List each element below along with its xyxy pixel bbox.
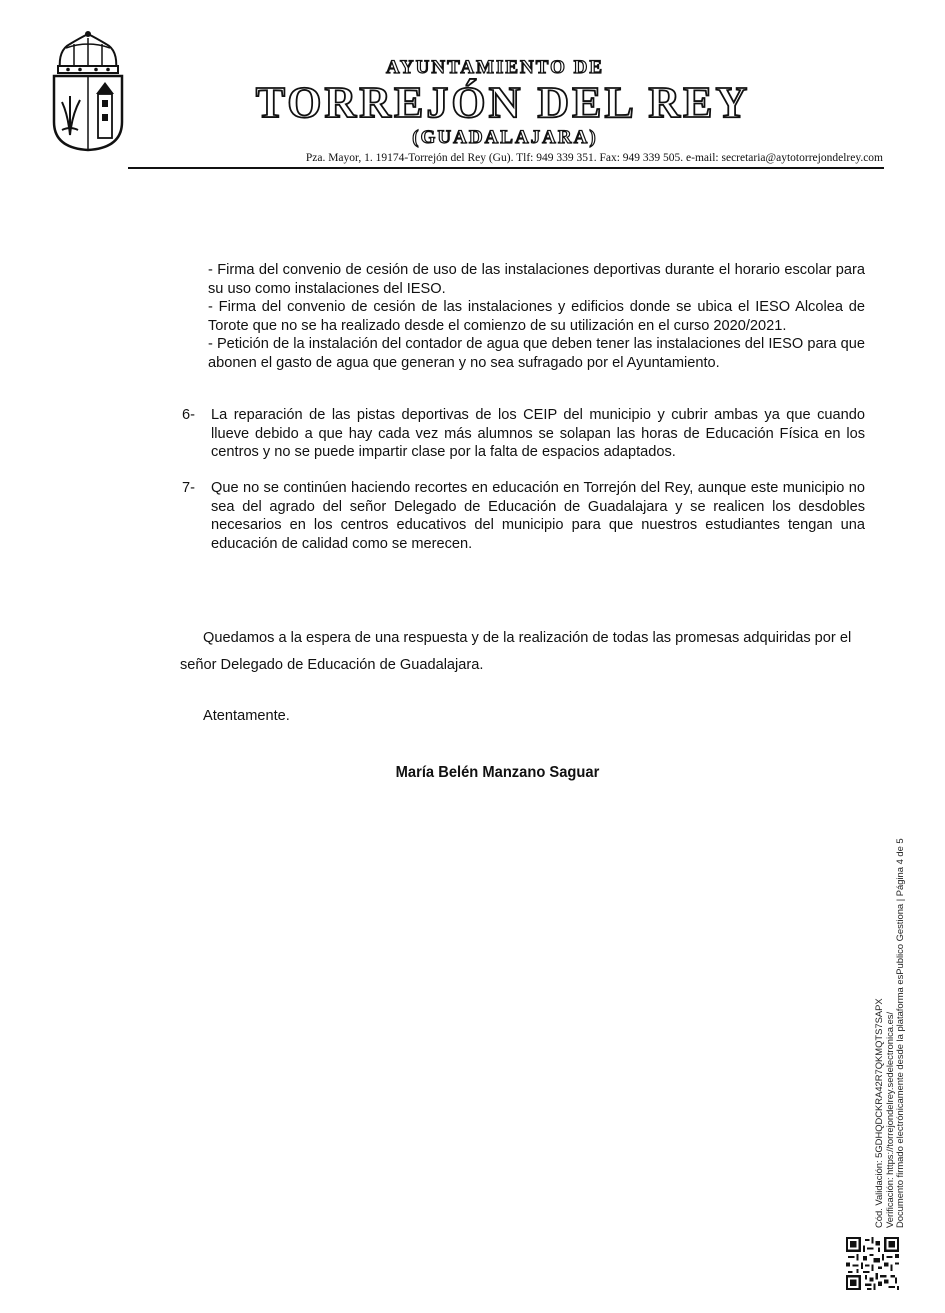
verification-code: Cód. Validación: 5GDHQDCKRA42R7QKMQTS7SAPX bbox=[873, 998, 884, 1228]
header-address: Pza. Mayor, 1. 19174-Torrejón del Rey (Gu). Tlf: 949 339 351. Fax: 949 339 505. e-mail: secretaria@aytotorrejondelrey.com bbox=[305, 152, 883, 164]
regards: Atentamente. bbox=[203, 708, 290, 724]
intro-items bbox=[208, 261, 865, 372]
qr-code-icon bbox=[846, 1237, 899, 1290]
verification-url: Verificación: https://torrejondelrey.sedelectronica.es/ bbox=[883, 1011, 895, 1228]
item-6-text: La reparación de las pistas deportivas de los CEIP del municipio y cubrir ambas ya que cuando llueve debido a que hay cada vez más alumnos se solapan las horas de Educación Física en los centros y no se puede impartir clase por la falta de espacios adaptados. bbox=[211, 407, 865, 460]
closing-paragraph: Quedamos a la espera de una respuesta y de la realización de todas las promesas adquiridas por el señor Delegado de Educación de Guadalajara. bbox=[180, 630, 852, 673]
coat-of-arms-icon bbox=[50, 30, 126, 152]
intro-item: - Firma del convenio de cesión de las instalaciones y edificios donde se ubica el IESO Alcolea de Torote que no se ha realizado desde el comienzo de su utilización en el curso 2020/2021. bbox=[208, 299, 865, 334]
verification-signature-note: Documento firmado electrónicamente desde la plataforma esPublico Gestiona | Página 4 de 5 bbox=[894, 838, 905, 1228]
header-title-province: (GUADALAJARA) bbox=[412, 127, 598, 148]
header-title-municipality: TORREJÓN DEL REY bbox=[255, 78, 751, 127]
intro-item: - Petición de la instalación del contador de agua que deben tener las instalaciones del IESO para que abonen el gasto de agua que generan y no sea sufragado por el Ayuntamiento. bbox=[208, 336, 865, 371]
header-title-line1: AYUNTAMIENTO DE bbox=[385, 57, 605, 78]
verification-block-a bbox=[874, 838, 906, 1228]
item-6-number: 6- bbox=[182, 407, 195, 423]
header-divider bbox=[128, 167, 884, 169]
item-7-number: 7- bbox=[182, 480, 195, 496]
intro-item: - Firma del convenio de cesión de uso de las instalaciones deportivas durante el horario escolar para su uso como instalaciones del IESO. bbox=[208, 262, 865, 297]
signer-name: María Belén Manzano Saguar bbox=[395, 764, 600, 781]
item-7-text: Que no se continúen haciendo recortes en educación en Torrejón del Rey, aunque este municipio no sea del agrado del señor Delegado de Educación de Guadalajara y se realicen los desdobles necesarios en los centros educativos del municipio para que nuestros estudiantes tengan una educación de calidad como se merecen. bbox=[211, 480, 865, 552]
